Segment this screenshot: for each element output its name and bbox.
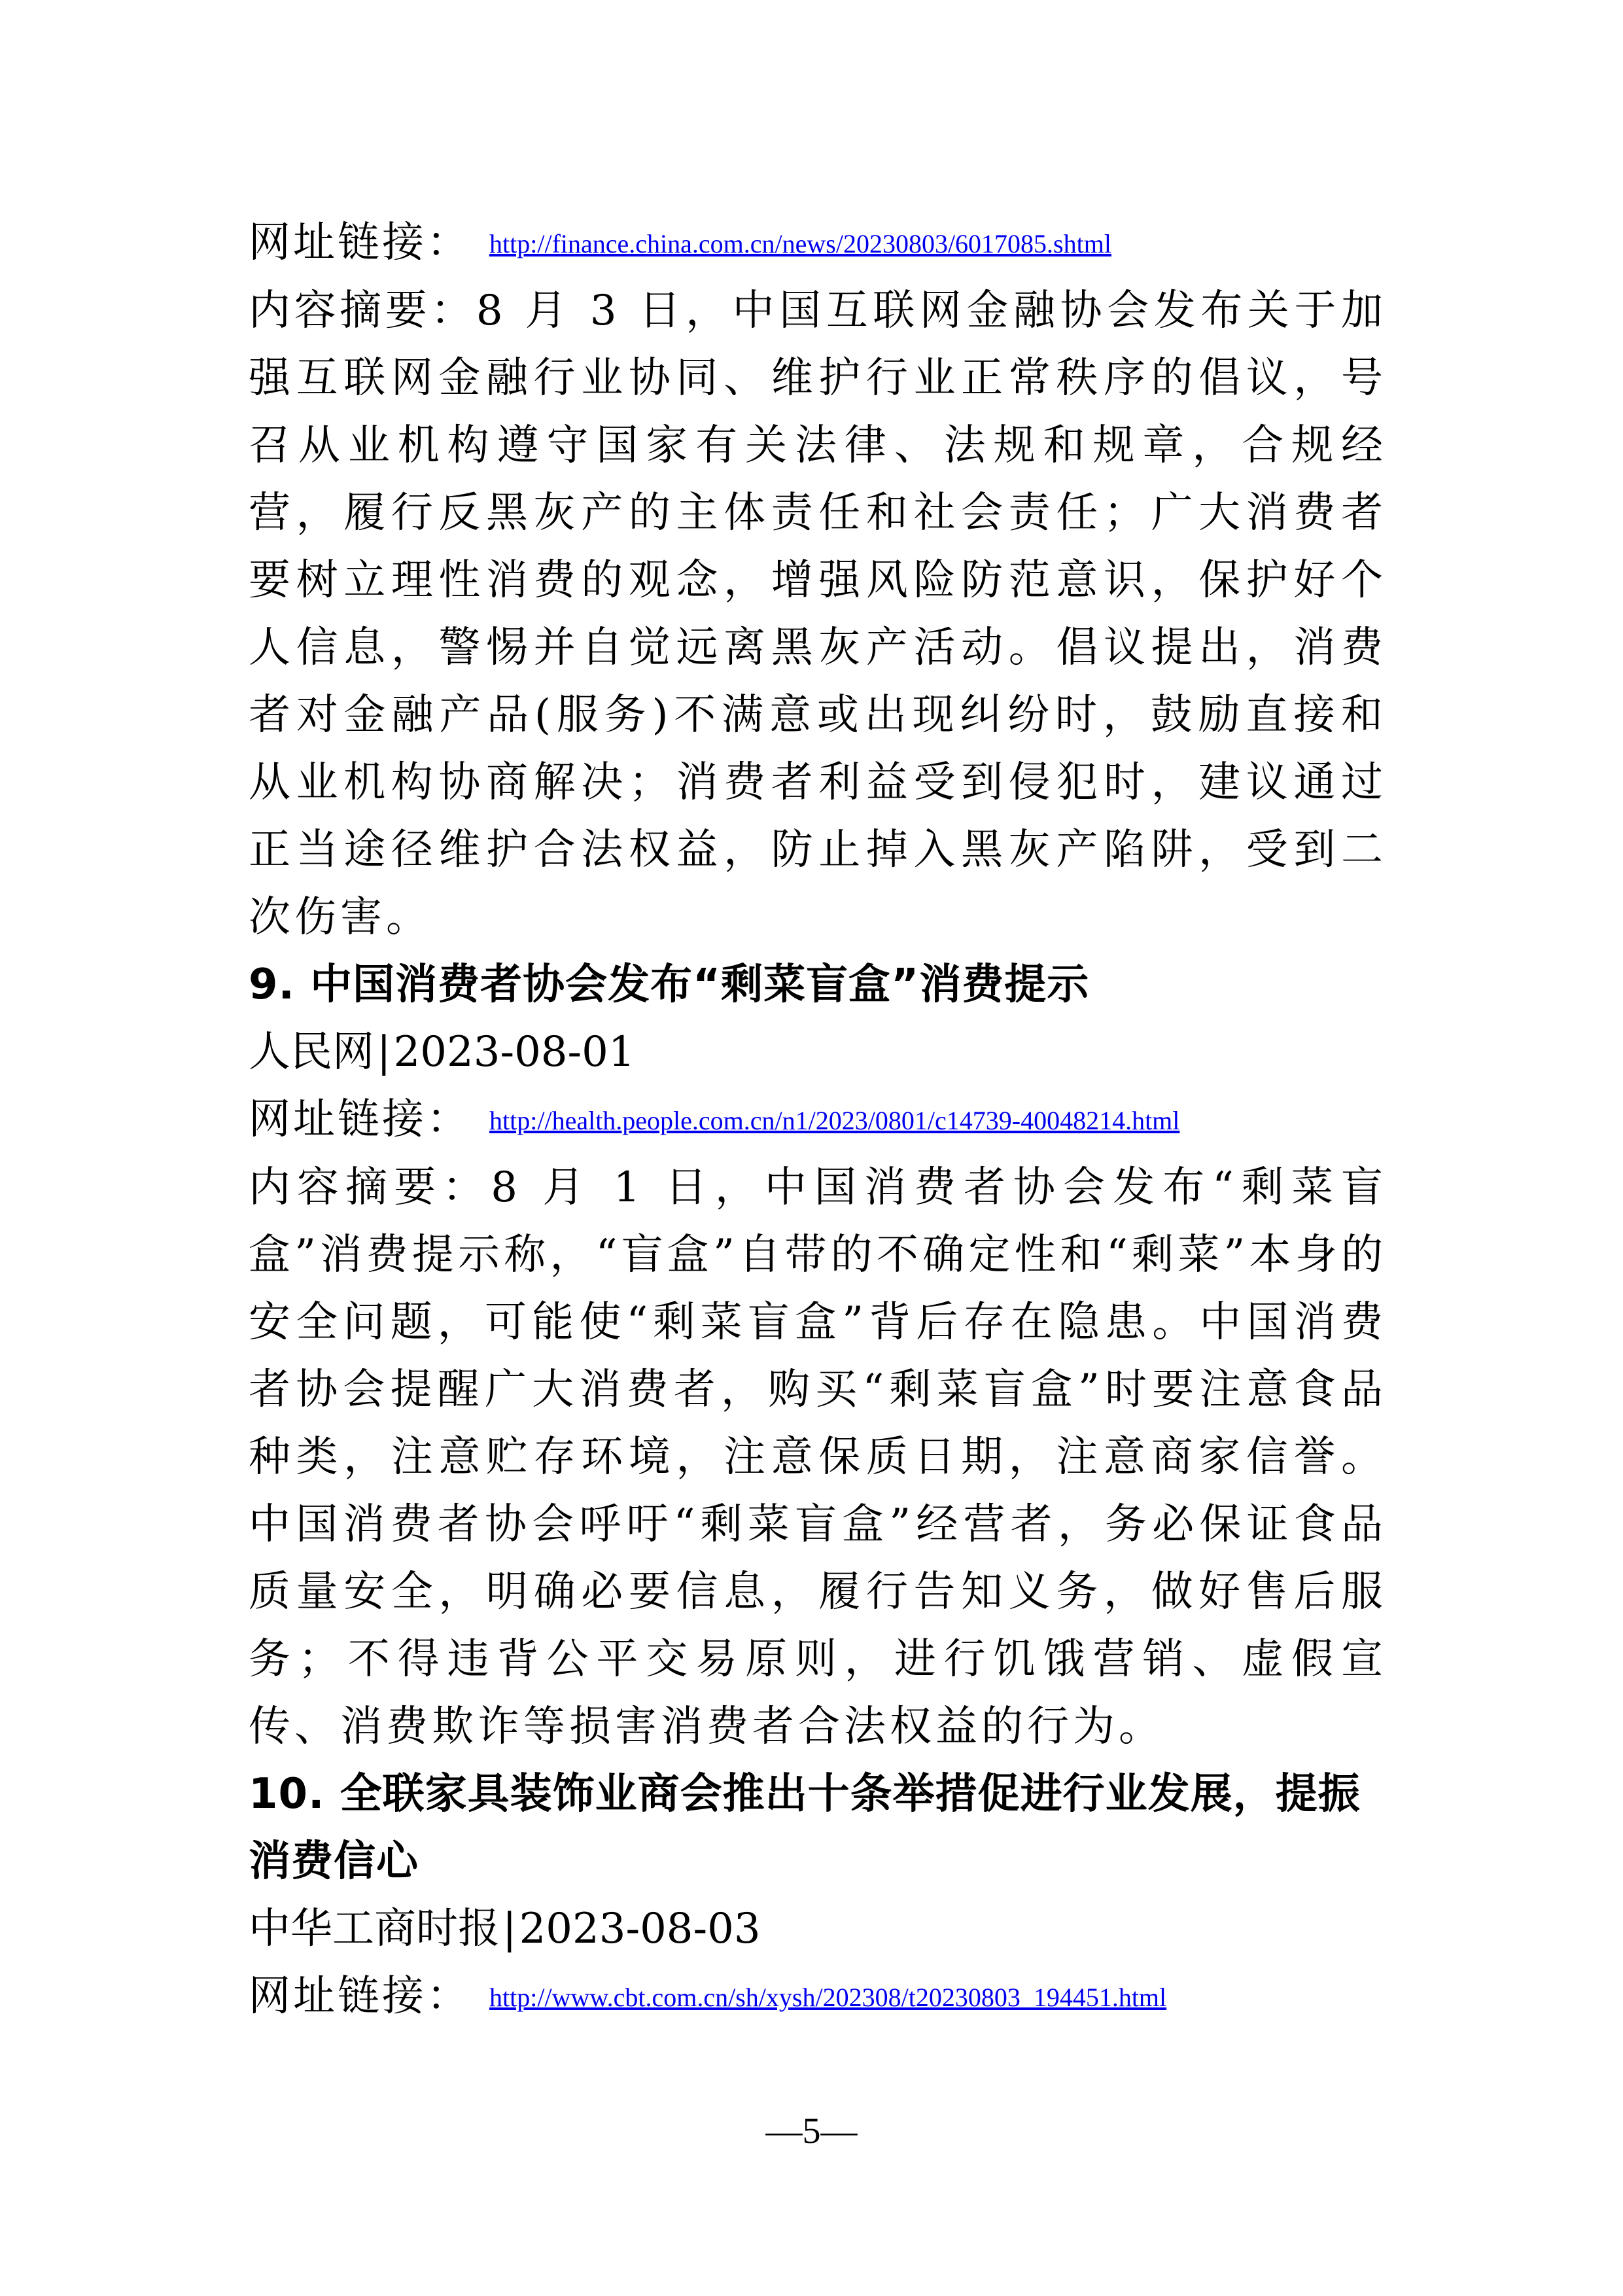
link-label: 网址链接： bbox=[249, 1095, 471, 1144]
link-label: 网址链接： bbox=[249, 219, 471, 267]
publish-date: 2023-08-03 bbox=[519, 1905, 761, 1953]
article-link[interactable]: http://health.people.com.cn/n1/2023/0801/c14739-40048214.html bbox=[489, 1106, 1180, 1135]
source-name: 人民网 bbox=[249, 1028, 374, 1076]
source-line bbox=[249, 1019, 1387, 1086]
page-number: —5— bbox=[765, 2111, 858, 2151]
link-line bbox=[249, 1086, 1387, 1154]
news-title: 10. 全联家具装饰业商会推出十条举措促进行业发展，提振消费信心 bbox=[249, 1770, 1361, 1886]
summary-paragraph bbox=[249, 277, 1387, 951]
summary-label: 内容摘要： bbox=[249, 287, 476, 335]
link-label: 网址链接： bbox=[249, 1972, 471, 2021]
news-title: 9. 中国消费者协会发布“剩菜盲盒”消费提示 bbox=[249, 961, 1090, 1009]
summary-paragraph bbox=[249, 1154, 1387, 1761]
summary-text: 8 月 1 日，中国消费者协会发布“剩菜盲盒”消费提示称，“盲盒”自带的不确定性和“剩菜”本身的安全问题，可能使“剩菜盲盒”背后存在隐患。中国消费者协会提醒广大消费者，购买“剩菜盲盒”时要注意食品种类，注意贮存环境，注意保质日期，注意商家信誉。中国消费者协会呼吁“剩菜盲盒”经营者，务必保证食品质量安全，明确必要信息，履行告知义务，做好售后服务；不得违背公平交易原则，进行饥饿营销、虚假宣传、消费欺诈等损害消费者合法权益的行为。 bbox=[249, 1163, 1387, 1751]
article-link[interactable]: http://finance.china.com.cn/news/20230803/6017085.shtml bbox=[489, 229, 1111, 258]
separator: | bbox=[377, 1028, 391, 1076]
summary-label: 内容摘要： bbox=[249, 1163, 491, 1212]
source-name: 中华工商时报 bbox=[249, 1905, 500, 1953]
link-line bbox=[249, 1963, 1387, 2031]
summary-text: 8 月 3 日，中国互联网金融协会发布关于加强互联网金融行业协同、维护行业正常秩序的倡议，号召从业机构遵守国家有关法律、法规和规章，合规经营，履行反黑灰产的主体责任和社会责任；广大消费者要树立理性消费的观念，增强风险防范意识，保护好个人信息，警惕并自觉远离黑灰产活动。倡议提出，消费者对金融产品(服务)不满意或出现纠纷时，鼓励直接和从业机构协商解决；消费者利益受到侵犯时，建议通过正当途径维护合法权益，防止掉入黑灰产陷阱，受到二次伤害。 bbox=[249, 287, 1387, 942]
publish-date: 2023-08-01 bbox=[393, 1028, 635, 1076]
source-line bbox=[249, 1896, 1387, 1963]
link-line bbox=[249, 209, 1387, 277]
article-link[interactable]: http://www.cbt.com.cn/sh/xysh/202308/t20230803_194451.html bbox=[489, 1983, 1167, 2012]
document-body bbox=[249, 209, 1387, 2031]
separator: | bbox=[502, 1905, 517, 1953]
